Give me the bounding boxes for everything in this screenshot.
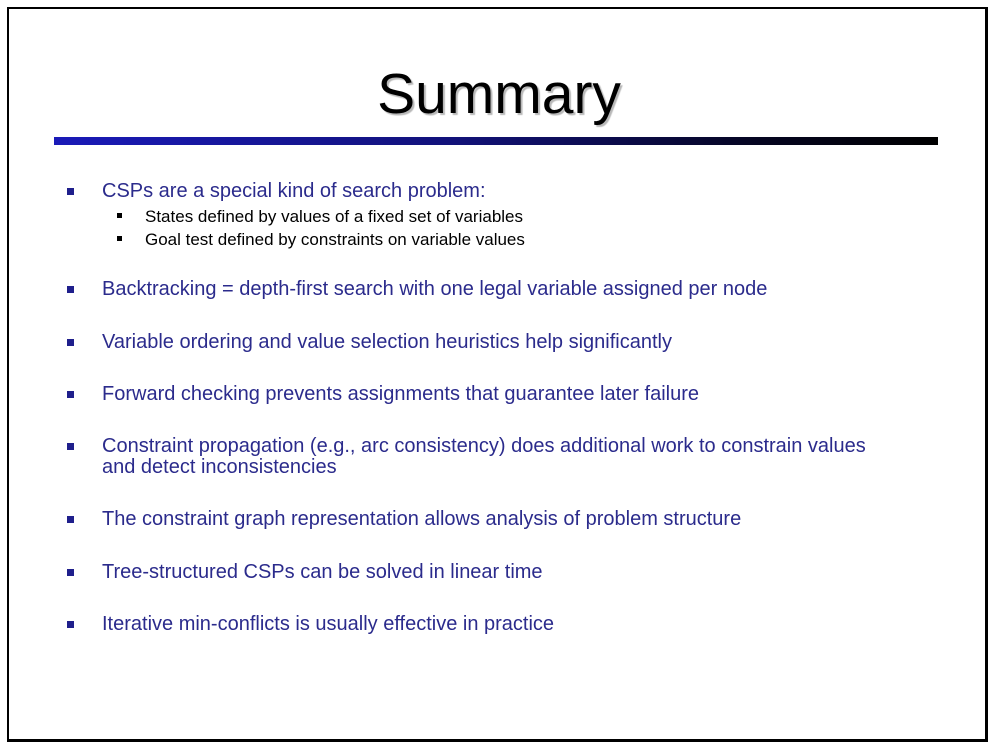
bullet-text: Forward checking prevents assignments that guarantee later failure — [102, 383, 699, 405]
bullet-marker — [67, 443, 74, 450]
bullet-text: Variable ordering and value selection heuristics help significantly — [102, 331, 672, 353]
slide-title: Summary — [377, 62, 621, 126]
bullet-text: Tree-structured CSPs can be solved in linear time — [102, 561, 543, 583]
bullet-marker — [67, 516, 74, 523]
bullet-marker — [67, 188, 74, 195]
bullet-text: The constraint graph representation allows analysis of problem structure — [102, 508, 742, 530]
bullet-marker — [67, 286, 74, 293]
bullet-text: CSPs are a special kind of search problem: — [102, 180, 486, 202]
bullet-text: Backtracking = depth-first search with one legal variable assigned per node — [102, 278, 768, 300]
bullet-marker — [67, 391, 74, 398]
sub-bullet-marker — [117, 213, 122, 218]
bullet-marker — [67, 569, 74, 576]
bullet-text: Constraint propagation (e.g., arc consistency) does additional work to constrain values and detect inconsistencies — [102, 435, 866, 478]
bullet-text: Iterative min-conflicts is usually effective in practice — [102, 613, 555, 635]
sub-bullet-marker — [117, 236, 122, 241]
sub-bullet-text: States defined by values of a fixed set of variables — [145, 207, 524, 226]
bullet-marker — [67, 339, 74, 346]
bullet-marker — [67, 621, 74, 628]
sub-bullet-text: Goal test defined by constraints on variable values — [145, 230, 525, 249]
